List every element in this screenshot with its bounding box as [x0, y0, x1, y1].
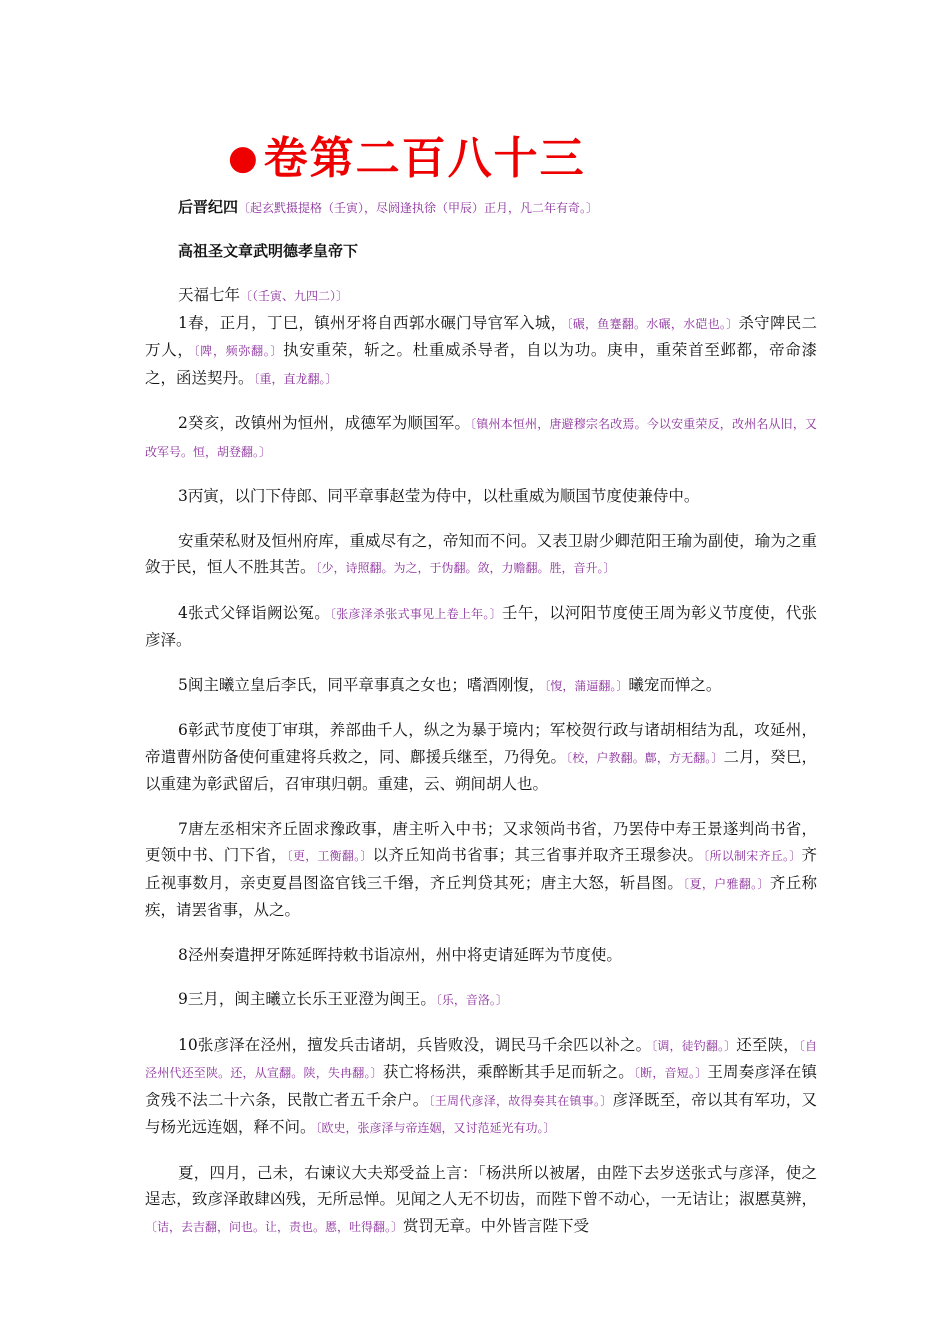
body-text: 1春，正月，丁巳，镇州牙将自西郭水碾门导官军入城， — [178, 313, 567, 332]
annotation-note: 〔张彦泽杀张式事见上卷上年。〕 — [330, 606, 502, 621]
annotation-note: 〔调，徒钓翻。〕 — [651, 1038, 737, 1053]
emperor-heading — [178, 240, 358, 261]
paragraph — [145, 672, 817, 700]
annotation-note: 〔少，诗照翻。为之，于伪翻。敛，力赡翻。胜，音升。〕 — [315, 561, 616, 575]
body-text: 齐丘称疾，请罢省事，从之。 — [145, 873, 817, 919]
annotation-note: 〔（壬寅、九四二）〕 — [240, 289, 349, 303]
body-text: 10张彦泽在泾州，擅发兵击诸胡，兵皆败没，调民马千余匹以补之。 — [178, 1035, 652, 1054]
paragraph — [145, 1160, 817, 1241]
body-text: 二月，癸巳，以重建为彰武留后，召审琪归朝。重建，云、朔间胡人也。 — [145, 747, 817, 793]
body-text: 彦泽既至，帝以其有军功，又与杨光远连姻，释不问。 — [145, 1090, 817, 1136]
annotation-note: 〔碾，鱼蹇翻。水碾，水硙也。〕 — [566, 316, 739, 331]
annotation-note: 〔愎，蒲逼翻。〕 — [544, 678, 629, 693]
paragraph — [145, 310, 817, 393]
body-text: 4张式父铎诣阙讼冤。 — [178, 603, 330, 622]
body-text: 壬午，以河阳节度使王周为彰义节度使，代张彦泽。 — [145, 603, 817, 649]
paragraph — [145, 717, 817, 798]
body-text: 杀守陴民二万人， — [145, 313, 817, 359]
body-text: 赏罚无章。中外皆言陛下受 — [403, 1216, 590, 1235]
body-text: 执安重荣，斩之。杜重威杀导者，自以为功。庚申，重荣首至邺都，帝命漆之，函送契丹。 — [145, 341, 817, 387]
paragraph — [145, 600, 817, 654]
body-text: 7唐左丞相宋齐丘固求豫政事，唐主听入中书；又求领尚书省，乃罢侍中寿王景遂判尚书省，更领中书、门下省， — [145, 819, 817, 864]
annotation-note: 〔自泾州代还至陕。还，从宣翻。陕，失冉翻。〕 — [145, 1038, 817, 1080]
annotation-note: 〔诘，去吉翻，问也。让，责也。慝，吐得翻。〕 — [145, 1219, 404, 1234]
annotation-note: 〔断，音短。〕 — [633, 1066, 708, 1080]
body-text: 2癸亥，改镇州为恒州，成德军为顺国军。 — [178, 414, 471, 432]
paragraph — [145, 816, 817, 924]
body-text: 齐丘视事数月，亲吏夏昌图盗官钱三千缗，齐丘判贷其死；唐主大怒，斩昌图。 — [145, 846, 817, 892]
paragraph — [145, 483, 817, 510]
body-text: 以齐丘知尚书省事；其三省事并取齐王璟参决。 — [372, 846, 704, 864]
annotation-note: 〔所以制宋齐丘。〕 — [703, 849, 802, 863]
annotation-note: 〔夏，户雅翻。〕 — [683, 876, 770, 891]
section-heading-note: 〔起玄黓摄提格（壬寅），尽阏逢执徐（甲辰）正月，凡二年有奇。〕 — [238, 201, 599, 215]
annotation-note: 〔更，工衡翻。〕 — [286, 849, 373, 863]
annotation-note: 〔校，户教翻。鄜，方无翻。〕 — [566, 750, 724, 765]
annotation-note: 〔镇州本恒州，唐避穆宗名改焉。今以安重荣反，改州名从旧，又改军号。恒，胡登翻。〕 — [145, 417, 817, 459]
body-text: 获亡将杨洪，乘醉断其手足而斩之。 — [382, 1063, 634, 1081]
body-text: 8泾州奏遣押牙陈延晖持敕书诣凉州，州中将吏请延晖为节度使。 — [178, 945, 622, 964]
body-text: 曦宠而惮之。 — [628, 675, 722, 694]
body-text: 天福七年 — [178, 286, 241, 304]
body-text: 5闽主曦立皇后李氏，同平章事真之女也；嗜酒刚愎， — [178, 675, 545, 694]
chapter-title — [228, 122, 586, 186]
bullet-icon: ● — [228, 138, 260, 178]
body-text: 9三月，闽主曦立长乐王亚澄为闽王。 — [178, 990, 436, 1008]
paragraph — [145, 282, 817, 310]
paragraph — [145, 986, 817, 1014]
annotation-note: 〔王周代彦泽，故得奏其在镇事。〕 — [428, 1093, 613, 1108]
annotation-note: 〔欧史，张彦泽与帝连姻，又讨范延光有功。〕 — [315, 1121, 556, 1135]
body-text: 6彰武节度使丁审琪，养部曲千人，纵之为暴于境内；军校贺行政与诸胡相结为乱，攻延州，帝遣曹州防备使何重建将兵救之，同、鄜援兵继至，乃得免。 — [145, 721, 817, 766]
body-text: 王周奏彦泽在镇贪残不法二十六条，民散亡者五千余户。 — [145, 1063, 817, 1109]
section-heading-text: 后晋纪四 — [178, 198, 239, 216]
body-text: 3丙寅，以门下侍郎、同平章事赵莹为侍中，以杜重威为顺国节度使兼侍中。 — [178, 487, 700, 505]
body-text: 夏，四月，己未，右谏议大夫郑受益上言：「杨洪所以被屠，由陛下去岁送张式与彦泽，使之逞志，致彦泽敢肆凶残，无所忌惮。见闻之人无不切齿，而陛下曾不动心，一无诘让；淑慝莫辨， — [145, 1163, 817, 1208]
body-text: 还至陕， — [736, 1035, 799, 1054]
annotation-note: 〔乐，音洛。〕 — [435, 993, 508, 1007]
paragraph — [145, 942, 817, 969]
paragraph — [145, 410, 817, 465]
annotation-note: 〔重，直龙翻。〕 — [253, 371, 338, 386]
chapter-title-text: 卷第二百八十三 — [263, 133, 586, 184]
emperor-heading-text: 高祖圣文章武明德孝皇帝下 — [178, 242, 359, 260]
body-text: 安重荣私财及恒州府库，重威尽有之，帝知而不问。又表卫尉少卿范阳王瑜为副使，瑜为之重敛于民，恒人不胜其苦。 — [145, 531, 817, 576]
paragraph — [145, 528, 817, 582]
paragraph — [145, 1032, 817, 1142]
section-heading — [178, 196, 598, 217]
document-body — [145, 282, 817, 1258]
annotation-note: 〔陴，频弥翻。〕 — [193, 344, 284, 358]
